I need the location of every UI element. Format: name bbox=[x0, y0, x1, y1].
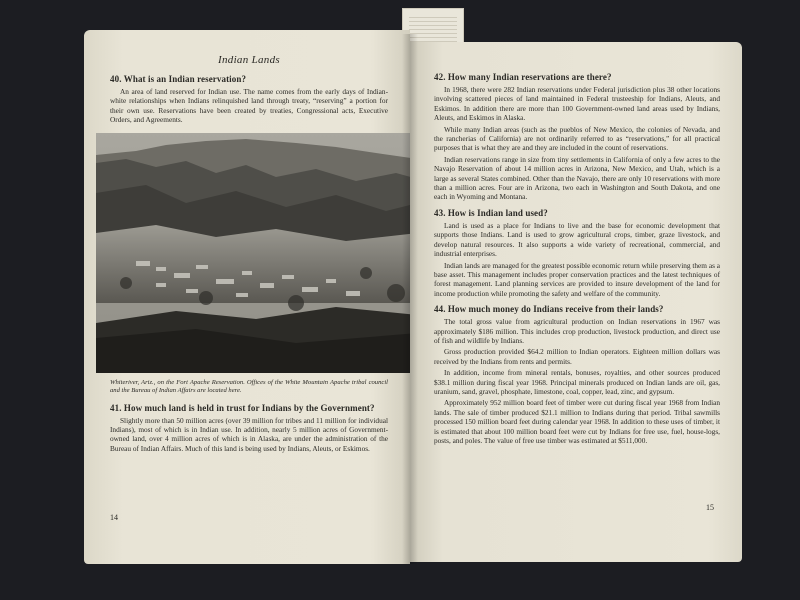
reservation-photo bbox=[96, 133, 418, 373]
question-40 bbox=[110, 74, 388, 125]
question-44-paragraph-2: Gross production provided $64.2 million to Indian operators. Eighteen million dollars was received by the Indians from rents and permits. bbox=[434, 347, 720, 366]
question-42-paragraph-1: In 1968, there were 282 Indian reservations under Federal jurisdiction plus 38 other locations involving scattered pieces of land maintained in Federal trusteeship for Indians, Aleuts, and Eskimos. In addition there are more than 100 Government-owned land areas used by Indians, Aleuts, and Eskimos in Alaska. bbox=[434, 85, 720, 123]
question-43-heading: 43. How is Indian land used? bbox=[434, 207, 548, 218]
question-44-paragraph-3: In addition, income from mineral rentals, bonuses, royalties, and other sources produced $38.1 million during fiscal year 1968. Principal minerals produced on Indian lands are oil, gas, uranium, sand, gravel, phosphate, limestone, coal, copper, lead, zinc, and gypsum. bbox=[434, 368, 720, 396]
question-43 bbox=[434, 208, 720, 298]
left-page bbox=[84, 30, 410, 564]
running-head: Indian Lands bbox=[218, 54, 280, 66]
question-41 bbox=[110, 403, 388, 454]
question-41-paragraph: Slightly more than 50 million acres (over 39 million for tribes and 11 million for individual Indians), most of which is in Indian use. In addition, nearly 5 million acres of Government-owned land, over 4 million acres of which is in Alaska, are under the administration of the Bureau of Indian Affairs. Much of this land is being used by Indians, Aleuts, or Eskimos. bbox=[110, 415, 388, 453]
question-42-paragraph-3: Indian reservations range in size from tiny settlements in California of only a few acres to the Navajo Reservation of about 14 million acres in Arizona, New Mexico, and Utah, which is a large as several States combined. Other than the Navajo, there are only 10 reservations with more than a million acres. Four are in Arizona, two each in Washington and South Dakota, and one each in Wyoming and Montana. bbox=[434, 154, 720, 202]
question-42-heading: 42. How many Indian reservations are there? bbox=[434, 72, 612, 82]
page-number-left: 14 bbox=[110, 513, 118, 522]
open-booklet bbox=[84, 24, 744, 564]
question-43-paragraph-1: Land is used as a place for Indians to live and the base for economic development that supports those Indians. Land is used to grow agricultural crops, timber, graze livestock, and develop natural resources. It also supports a wide variety of recreational, commercial, and industrial enterprises. bbox=[434, 220, 720, 259]
question-44-paragraph-4: Approximately 952 million board feet of timber were cut during fiscal year 1968 from Indian lands. The sale of timber produced $21.1 million to Indians during that period. Tribal sawmills processed 150 million board feet during calendar year 1968. In addition to these uses of timber, it is estimated that about 100 million board feet were cut by Indians for free use, fuel, house-logs, posts, and poles. The value of free use timber was estimated at $511,000. bbox=[434, 398, 720, 445]
question-44 bbox=[434, 304, 720, 445]
question-43-paragraph-2: Indian lands are managed for the greatest possible economic return while preserving them as a base asset. This management includes proper conservation practices and the latest techniques of forest management. Land planning services are provided to insure development of the land for income production while promoting the safety and welfare of the community. bbox=[434, 260, 720, 298]
question-41-heading: 41. How much land is held in trust for Indians by the Government? bbox=[110, 402, 375, 413]
page-number-right: 15 bbox=[706, 503, 714, 512]
question-42-paragraph-2: While many Indian areas (such as the pueblos of New Mexico, the colonies of Nevada, and the rancherias of California) are not ordinarily referred to as “reservations,” for all practical purposes that is what they are and they are included in the count of reservations. bbox=[434, 124, 720, 153]
question-44-heading: 44. How much money do Indians receive from their lands? bbox=[434, 304, 664, 315]
landscape-photo-graphic bbox=[96, 133, 418, 373]
question-40-paragraph: An area of land reserved for Indian use. The name comes from the early days of Indian-white relationships when Indians relinquished land through treaty, “reserving” a portion for their own use. Reservations have been created by treaties, Congressional acts, Executive Orders, and Agreements. bbox=[110, 87, 388, 125]
right-page bbox=[410, 42, 742, 562]
book-gutter bbox=[402, 34, 418, 564]
question-40-heading: 40. What is an Indian reservation? bbox=[110, 74, 247, 84]
photo-caption: Whiteriver, Ariz., on the Fort Apache Reservation. Offices of the White Mountain Apache tribal council and the Bureau of Indian Affairs are located here. bbox=[110, 378, 388, 394]
question-44-paragraph-1: The total gross value from agricultural production on Indian reservations in 1967 was approximately $186 million. This includes crop production, livestock production, and direct use of fish and wildlife by Indians. bbox=[434, 317, 720, 345]
question-42 bbox=[434, 72, 720, 202]
